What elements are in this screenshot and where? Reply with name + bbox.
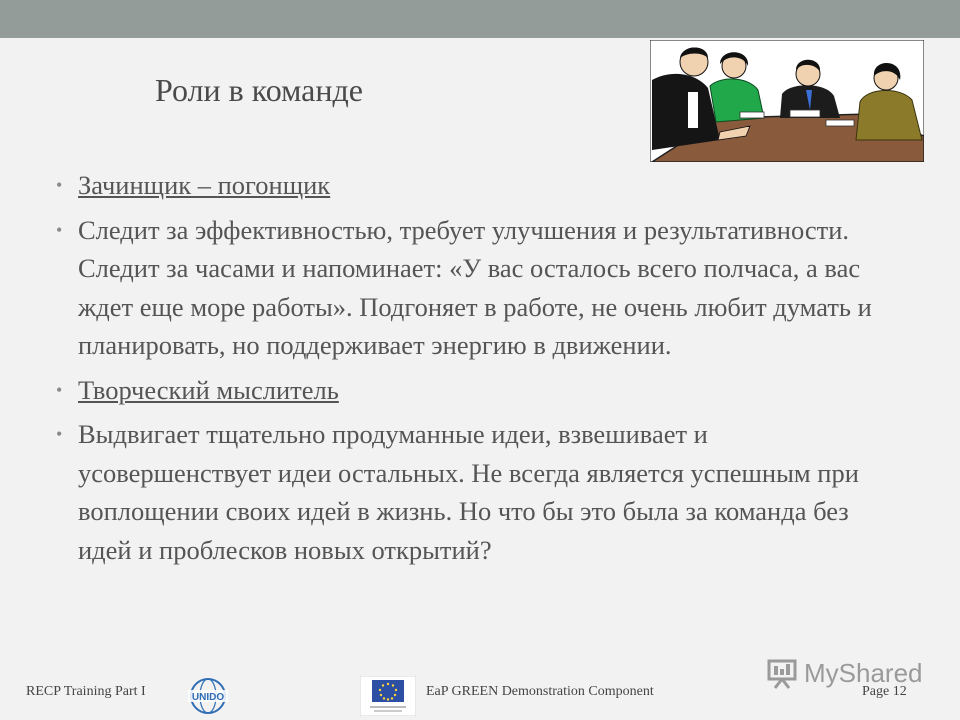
myshared-watermark	[766, 656, 923, 690]
bullet-marker: •	[56, 175, 63, 195]
footer-page-number: Page 12	[862, 684, 907, 699]
slide-title: Роли в команде	[155, 72, 363, 108]
bullet-role-1-title	[56, 166, 896, 205]
bullet-role-2-description	[56, 415, 896, 569]
bullet-marker: •	[56, 219, 63, 240]
bullet-marker: •	[56, 424, 63, 444]
footer-component-label: EaP GREEN Demonstration Component	[426, 684, 654, 699]
watermark-text: MyShared	[804, 657, 923, 688]
footer-training-label: RECP Training Part I	[26, 684, 146, 699]
bullet-text: Следит за эффективностью, требует улучшения и результативности. Следит за часами и напоминает: «У вас осталось всего полчаса, а вас ждет еще море работы». Подгоняет в работе, не очень любит думать и планировать, но поддерживает энергию в движении.	[78, 214, 872, 360]
eu-flag-logo	[360, 676, 416, 716]
svg-text:UNIDO: UNIDO	[191, 692, 225, 703]
bullet-role-1-description	[56, 211, 896, 365]
unido-logo	[186, 676, 230, 716]
bullet-text: Выдвигает тщательно продуманные идеи, взвешивает и усовершенствует идеи остальных. Не всегда является успешным при воплощении своих идей в жизнь. Но что бы это была за команда без идей и проблесков новых открытий?	[78, 419, 859, 565]
bullet-list	[56, 166, 896, 575]
bullet-marker: •	[56, 379, 63, 400]
team-meeting-illustration	[650, 40, 924, 162]
bullet-text: Творческий мыслитель	[78, 374, 339, 405]
top-bar	[0, 0, 960, 38]
bullet-role-2-title	[56, 371, 896, 410]
presentation-board-icon	[766, 657, 800, 689]
bullet-text: Зачинщик – погонщик	[78, 170, 331, 200]
